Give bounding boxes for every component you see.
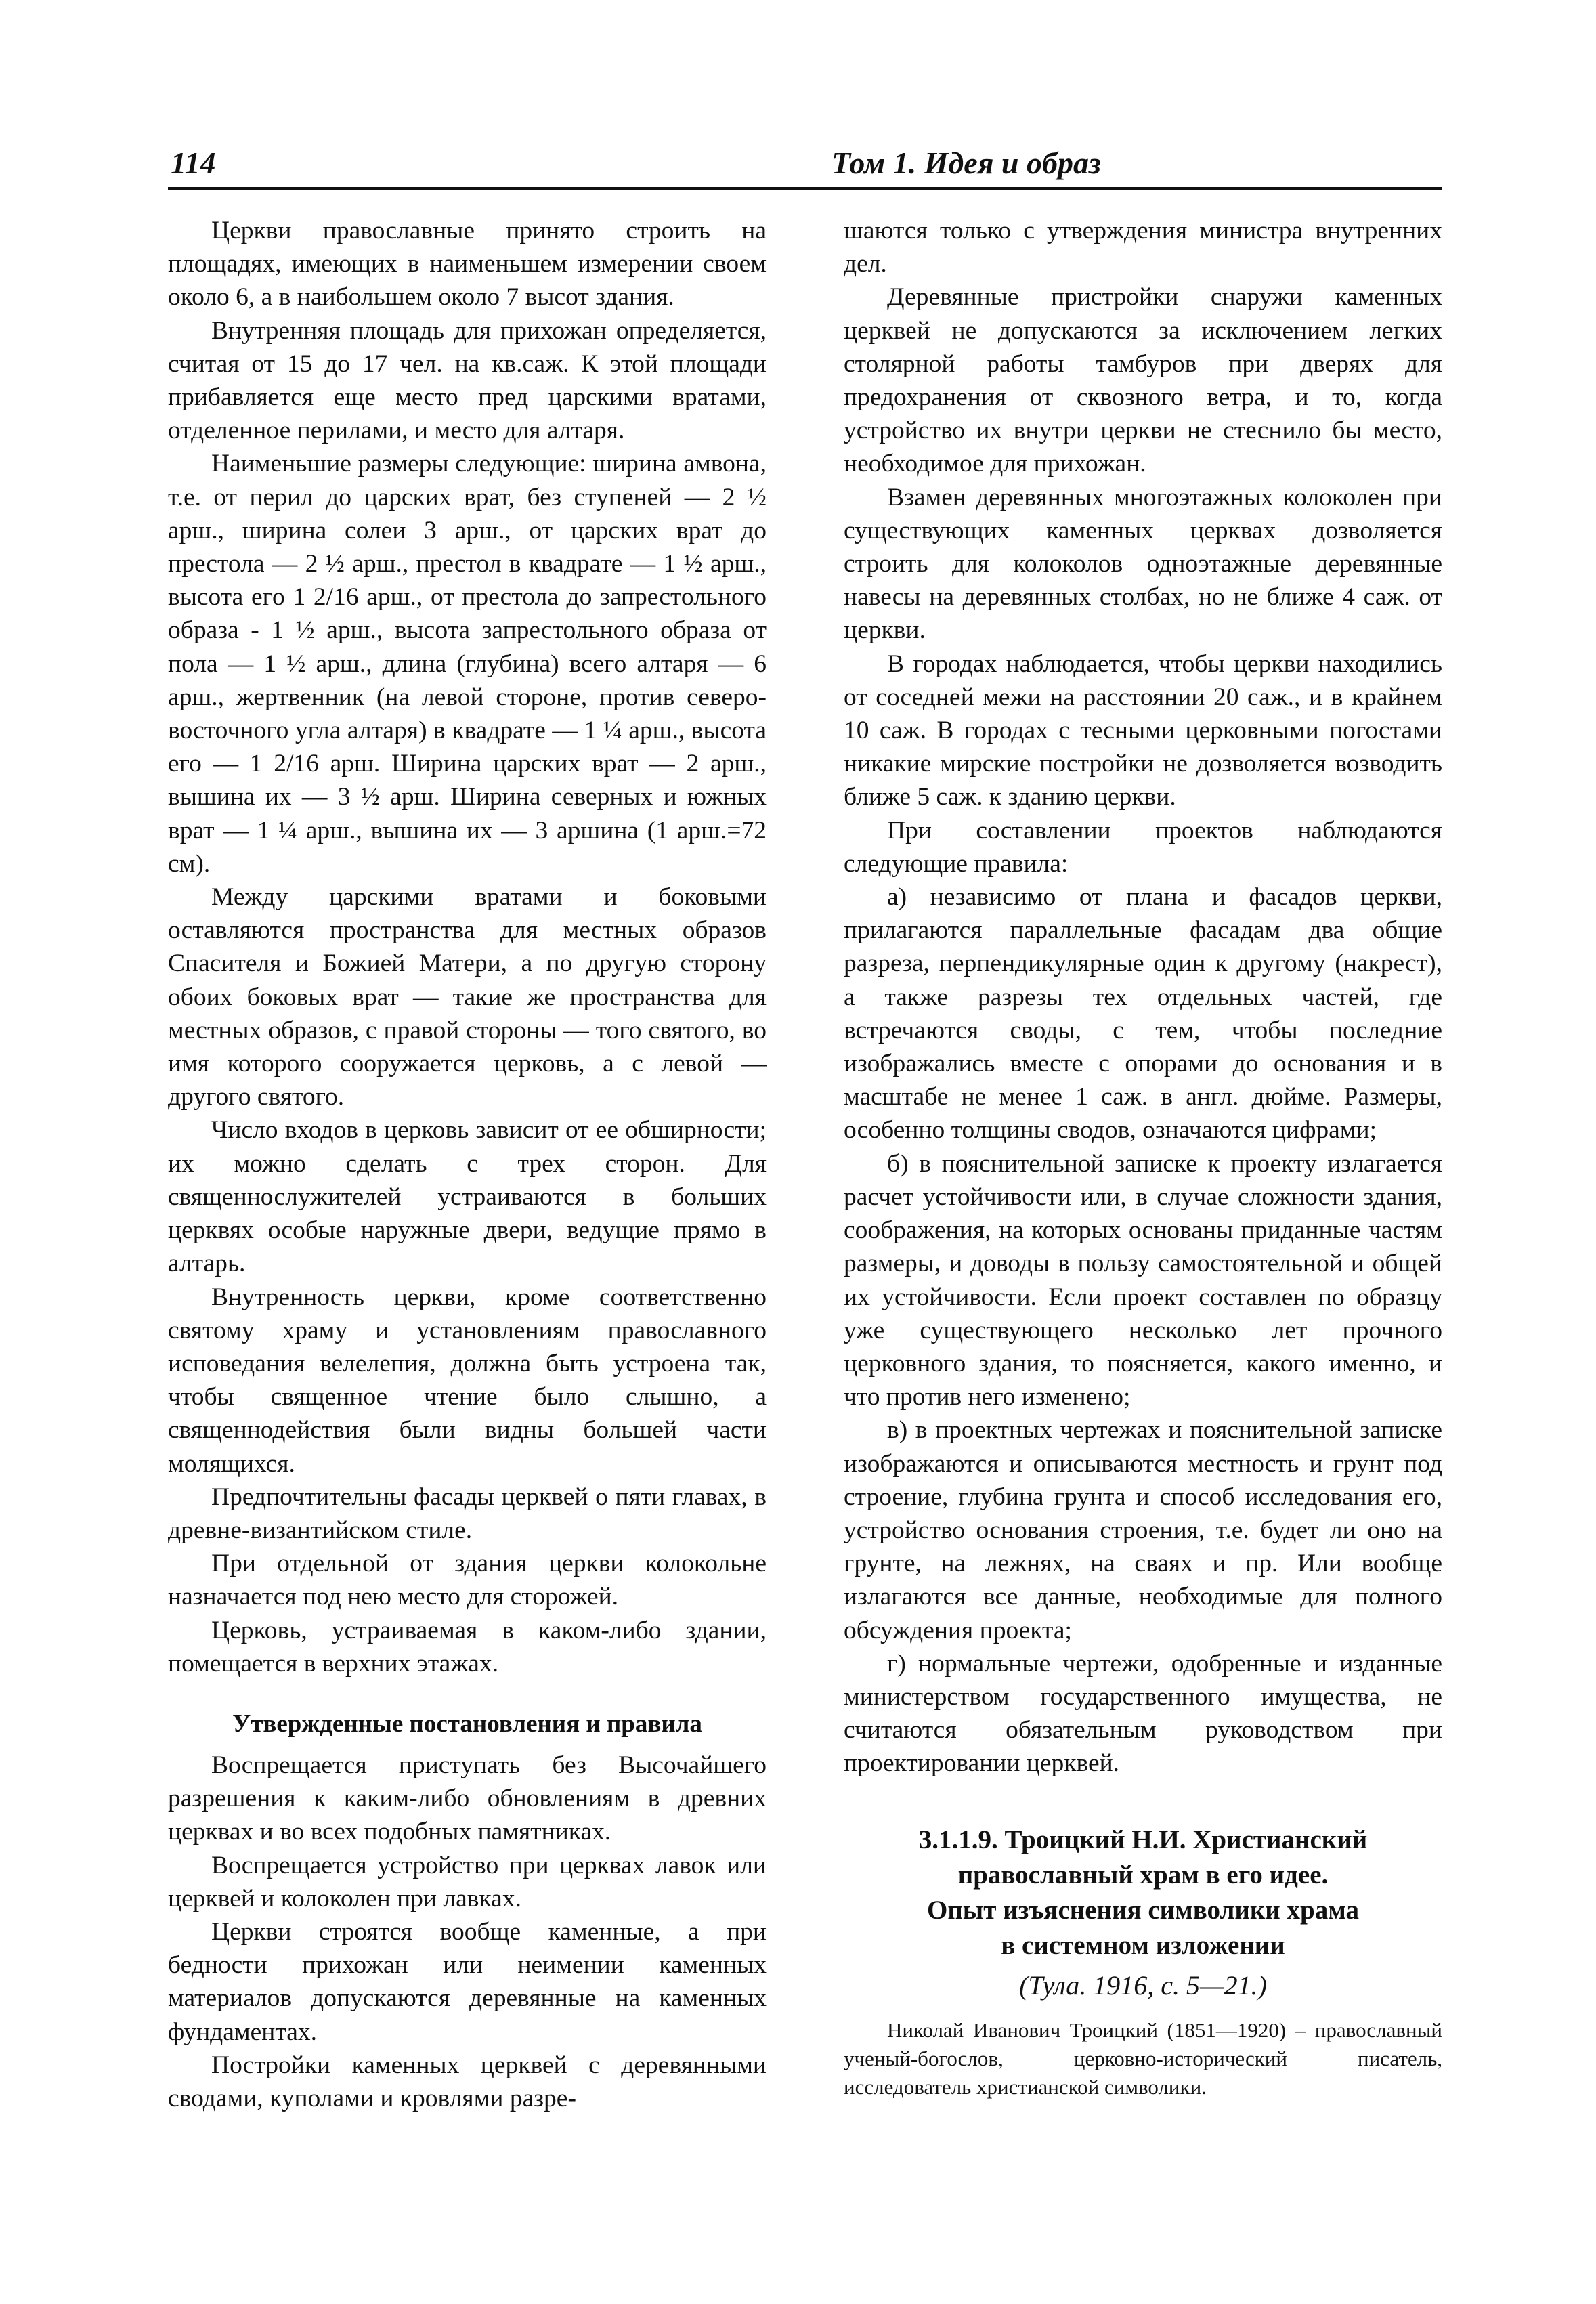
paragraph: Внутренняя площадь для прихожан определяется, считая от 15 до 17 чел. на кв.саж. К этой площади прибавляется еще место пред царскими вратами, отделенное перилами, и место для алтаря.	[168, 316, 767, 445]
list-item: в) в проектных чертежах и пояснительной записке изображаются и описываются местность и грунт под строение, глубина грунта и способ исследования его, устройство основания строения, т.е. будет ли оно на грунте, на лежнях, на сваях и пр. Или вообще излагаются все данные, необходимые для полного обсуждения проекта;	[844, 1416, 1442, 1644]
paragraph: Воспрещается приступать без Высочайшего разрешения к каким-либо обновлениям в древних церквах и во всех подобных памятниках.	[168, 1751, 767, 1846]
left-column	[168, 214, 767, 2115]
section-heading	[844, 1822, 1442, 1963]
running-title: Том 1. Идея и образ	[832, 146, 1101, 180]
paragraph: При отдельной от здания церкви колокольне назначается под нею место для сторожей.	[168, 1550, 767, 1611]
paragraph: Наименьшие размеры следующие: ширина амвона, т.е. от перил до царских врат, без ступеней — 2 ½ арш., ширина солеи 3 арш., от царских врат до престола — 2 ½ арш., престол в квадрате — 1 ½ арш., высота его 1 2/16 арш., от престола до запрестольного образа - 1 ½ арш., высота запрестольного образа от пола — 1 ½ арш., длина (глубина) всего алтаря — 6 арш., жертвенник (на левой стороне, против северо-восточного угла алтаря) в квадрате — 1 ¼ арш., высота его — 1 2/16 арш. Ширина царских врат — 2 арш., вышина их — 3 ½ арш. Ширина северных и южных врат — 1 ¼ арш., вышина их — 3 аршина (1 арш.=72 см).	[168, 450, 767, 878]
paragraph: Число входов в церковь зависит от ее обширности; их можно сделать с трех сторон. Для священнослужителей устраиваются в больших церквях особые наружные двери, ведущие прямо в алтарь.	[168, 1116, 767, 1278]
paragraph-continued: шаются только с утверждения министра внутренних дел.	[844, 217, 1442, 278]
paragraph: Взамен деревянных многоэтажных колоколен при существующих каменных церквах дозволяется строить для колоколов одноэтажные деревянные навесы на деревянных столбах, но не ближе 4 саж. от церкви.	[844, 483, 1442, 645]
source-citation: (Тула. 1916, с. 5—21.)	[1019, 1969, 1267, 2001]
paragraph: Постройки каменных церквей с деревянными сводами, куполами и кровлями разре-	[168, 2051, 767, 2112]
paragraph: Церковь, устраиваемая в каком-либо здании, помещается в верхних этажах.	[168, 1616, 767, 1678]
paragraph: Воспрещается устройство при церквах лавок или церквей и колоколен при лавках.	[168, 1851, 767, 1913]
paragraph: Церкви православные принято строить на площадях, имеющих в наименьшем измерении своем около 6, а в наибольшем около 7 высот здания.	[168, 217, 767, 312]
page-number: 114	[171, 146, 216, 180]
paragraph: При составлении проектов наблюдаются следующие правила:	[844, 816, 1442, 878]
list-item: б) в пояснительной записке к проекту излагается расчет устойчивости или, в случае сложности здания, соображения, на которых основаны приданные частям размеры, и доводы в пользу самостоятельной и общей их устойчивости. Если проект составлен по образцу уже существующего несколько лет прочного церковного здания, то поясняется, какого именно, и что против него изменено;	[844, 1149, 1442, 1411]
paragraph: Внутренность церкви, кроме соответственно святому храму и установлениям православного исповедания велелепия, должна быть устроена так, чтобы священное чтение было слышно, а священнодействия были видны большей части молящихся.	[168, 1283, 767, 1478]
subheading: Утвержденные постановления и правила	[232, 1709, 702, 1738]
list-item: г) нормальные чертежи, одобренные и изданные министерством государственного имущества, не считаются обязательным руководством при проектировании церквей.	[844, 1649, 1442, 1778]
section-heading-line: православный храм в его идее.	[957, 1860, 1329, 1890]
list-item: а) независимо от плана и фасадов церкви, прилагаются параллельные фасадам два общие разреза, перпендикулярные один к другому (накрест), а также разрезы тех отдельных частей, где встречаются своды, с тем, чтобы последние изображались вместе с опорами до основания и в масштабе не менее 1 саж. в англ. дюйме. Размеры, особенно толщины сводов, означаются цифрами;	[844, 883, 1442, 1145]
paragraph: Между царскими вратами и боковыми оставляются пространства для местных образов Спасителя и Божией Матери, а по другую сторону обоих боковых врат — такие же пространства для местных образов, с правой стороны — того святого, во имя которого сооружается церковь, а с левой — другого святого.	[168, 883, 767, 1111]
author-bio: Николай Иванович Троицкий (1851—1920) – православный ученый-богослов, церковно-исторический писатель, исследователь христианской символики.	[844, 2018, 1442, 2099]
page-header	[168, 144, 1442, 190]
paragraph: В городах наблюдается, чтобы церкви находились от соседней межи на расстоянии 20 саж., и в крайнем 10 саж. В городах с тесными церковными погостами никакие мирские постройки не дозволяется возводить ближе 5 саж. к зданию церкви.	[844, 649, 1442, 811]
right-column	[844, 214, 1442, 2102]
section-heading-line: 3.1.1.9. Троицкий Н.И. Христианский	[918, 1825, 1368, 1854]
paragraph: Церкви строятся вообще каменные, а при бедности прихожан или неимении каменных материалов допускаются деревянные на каменных фундаментах.	[168, 1917, 767, 2046]
section-heading-line: Опыт изъяснения символики храма	[926, 1895, 1359, 1925]
paragraph: Деревянные пристройки снаружи каменных церквей не допускаются за исключением легких столярной работы тамбуров при дверях для предохранения от сквозного ветра, и то, когда устройство их внутри церкви не стеснило бы место, необходимое для прихожан.	[844, 283, 1442, 478]
paragraph: Предпочтительны фасады церквей о пяти главах, в древне-византийском стиле.	[168, 1482, 767, 1544]
section-heading-line: в системном изложении	[1001, 1930, 1285, 1960]
